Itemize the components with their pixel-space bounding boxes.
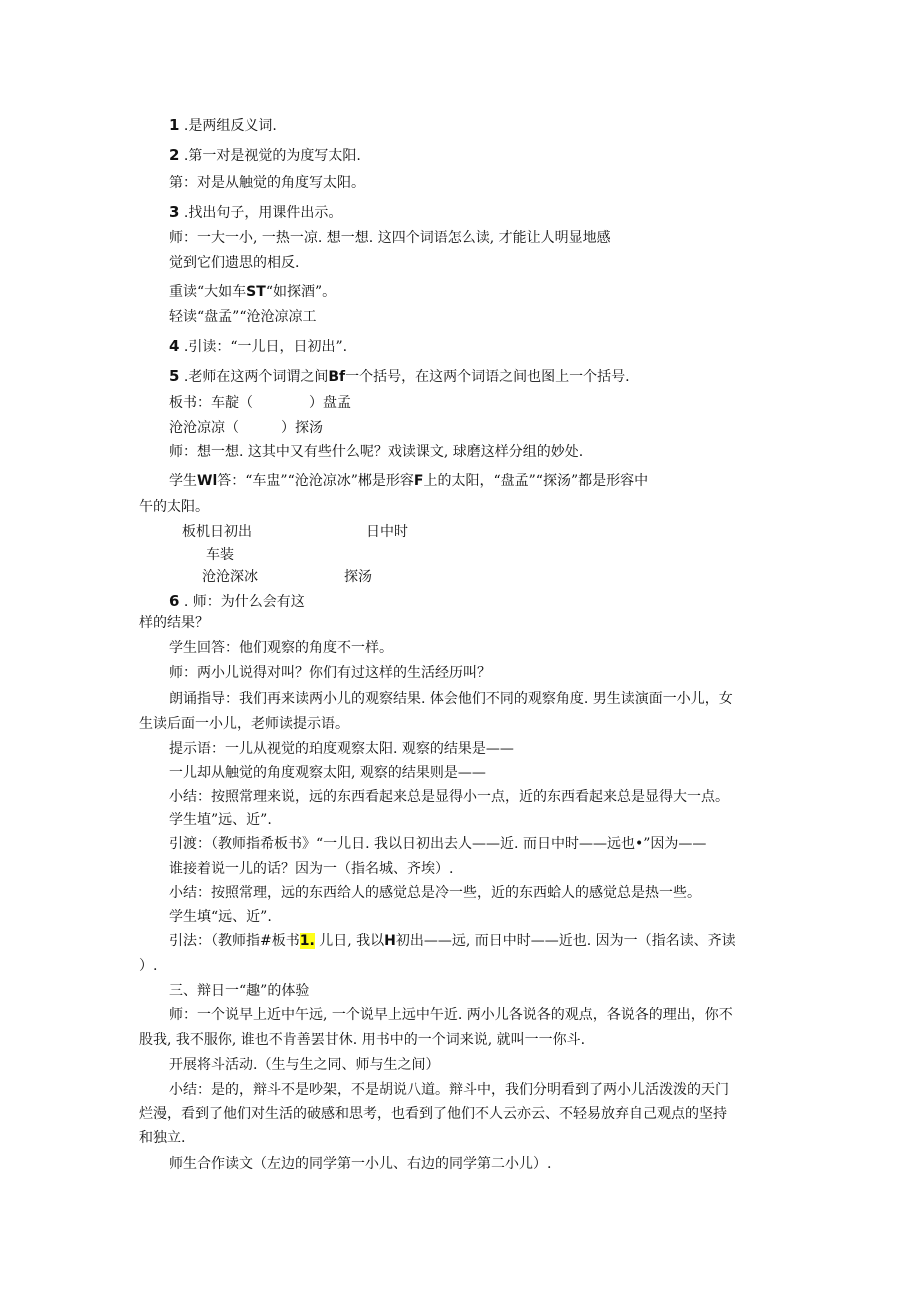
text-line: 第：对是从触觉的角度写太阳。	[169, 175, 365, 191]
item-text: .第一对是视觉的为度写太阳.	[179, 148, 361, 164]
text-line: 提示语：一儿从视觉的珀度观察太阳. 观察的结果是——	[169, 741, 514, 757]
text-line: 开展将斗活动.（生与生之同、师与生之间）	[169, 1057, 440, 1073]
item-6	[169, 592, 305, 611]
highlighted-text: 1.	[299, 933, 315, 949]
text-line: 师：想一想. 这其中又有些什么呢？戏读课文, 球磨这样分组的妙处.	[169, 444, 584, 460]
board-cell: 探汤	[344, 569, 372, 585]
text-segment: 重读“大如车	[169, 284, 247, 300]
text-line	[169, 283, 336, 301]
text-segment: Bf	[328, 369, 346, 385]
text-segment: 初出——远, 而日中时——近也. 因为一（指名读、齐读	[395, 933, 736, 949]
item-number: 1	[169, 116, 180, 134]
text-line: 轻读“盘孟”“沧沧凉凉工	[169, 309, 317, 325]
text-line: 样的结果？	[139, 615, 209, 631]
text-line: 学生填“远、近”.	[169, 909, 272, 925]
text-line: 生读后面一小儿，老师读提示语。	[139, 716, 349, 732]
text-segment: 学生	[169, 473, 197, 489]
item-2	[169, 146, 361, 165]
text-segment: 引法：（教师指#板书	[169, 933, 300, 949]
text-segment: F	[413, 473, 424, 489]
item-4	[169, 337, 347, 356]
text-line: 师生合作读文（左边的同学第一小儿、右边的同学第二小儿）.	[169, 1156, 552, 1172]
text-line: 烂漫，看到了他们对生活的破感和思考，也看到了他们不人云亦云、不轻易放弃自己观点的坚持	[139, 1106, 727, 1122]
text-line: 学生埴”远、近”.	[169, 812, 272, 828]
text-line: 谁接着说一儿的话？因为一（指名城、齐埃）.	[169, 861, 454, 877]
text-line: 小结：按照常理，远的东西给人的感觉总是冷一些，近的东西蛤人的感觉总是热一些。	[169, 885, 701, 901]
item-number: 4	[169, 337, 180, 355]
item-number: 2	[169, 146, 180, 164]
text-line: 沧沧凉凉（ ）探汤	[169, 420, 323, 436]
text-line: 师：一大一小, 一热一凉. 想一想. 这四个词语怎么读, 才能让人明显地感	[169, 230, 611, 246]
item-text: .引读：“一儿日，日初出”.	[179, 339, 348, 355]
text-segment: 一个括号，在这两个词语之间也图上一个括号.	[345, 369, 630, 385]
board-cell: 板机日初出	[182, 524, 252, 540]
text-line	[169, 932, 736, 950]
text-segment: “如探酒”。	[265, 284, 337, 300]
item-text: .是两组反义词.	[179, 118, 277, 134]
board-cell: 日中时	[366, 524, 408, 540]
text-line: 引渡：（教师指希板书》“一儿日. 我以日初出去人——近. 而日中时——远也•”因为——	[169, 836, 707, 852]
text-line: 觉到它们遗思的相反.	[169, 255, 300, 271]
text-line: 一儿却从触觉的角度观察太阳, 观察的结果则是——	[169, 765, 486, 781]
text-line: 小结：是的，辩斗不是吵架，不是胡说八道。辩斗中，我们分明看到了两小儿活泼泼的天门	[169, 1082, 729, 1098]
text-line: 午的太阳。	[139, 499, 209, 515]
item-3	[169, 203, 342, 222]
text-line: 朗诵指导：我们再来读两小儿的观察结果. 体会他们不同的观察角度. 男生读演面一小儿，女	[169, 691, 733, 707]
item-1	[169, 116, 277, 135]
item-text: .找出句子，用课件出示。	[179, 205, 343, 221]
text-segment: .老师在这两个词谓之间	[179, 369, 329, 385]
board-cell: 沧沧深冰	[202, 569, 258, 585]
text-segment: 答：“车盅”“沧沧凉冰”郴是形容	[217, 473, 414, 489]
text-segment: 上的太阳，“盘孟”“探汤”都是形容中	[423, 473, 649, 489]
text-segment: H	[384, 933, 396, 949]
text-segment: Wl	[197, 473, 218, 489]
text-segment: 儿日, 我以	[314, 933, 385, 949]
section-heading: 三、辩日一“趣”的体验	[169, 983, 310, 999]
text-line: 和独立.	[139, 1130, 186, 1146]
item-number: 6	[169, 592, 180, 610]
item-number: 5	[169, 367, 180, 385]
text-line: 小结：按照常理来说，远的东西看起来总是显得小一点，近的东西看起来总是显得大一点。	[169, 789, 729, 805]
text-segment: ST	[246, 284, 266, 300]
text-line: 师：两小儿说得对叫？你们有过这样的生活经历叫？	[169, 665, 491, 681]
text-line: 学生回答：他们观察的角度不一样。	[169, 640, 393, 656]
text-line: 板书：车靛（ ）盘孟	[169, 395, 351, 411]
board-cell: 车装	[206, 547, 234, 563]
text-line: 股我, 我不服你, 谁也不肯善罢甘休. 用书中的一个词来说, 就叫一一你斗.	[139, 1032, 586, 1048]
item-5	[169, 367, 630, 386]
text-line: 师：一个说早上近中午远, 一个说早上远中午近. 两小儿各说各的观点，各说各的理出，你不	[169, 1007, 733, 1023]
text-line: ）.	[139, 958, 158, 974]
item-text: . 师：为什么会有这	[179, 594, 305, 610]
item-number: 3	[169, 203, 180, 221]
text-line	[169, 472, 648, 490]
